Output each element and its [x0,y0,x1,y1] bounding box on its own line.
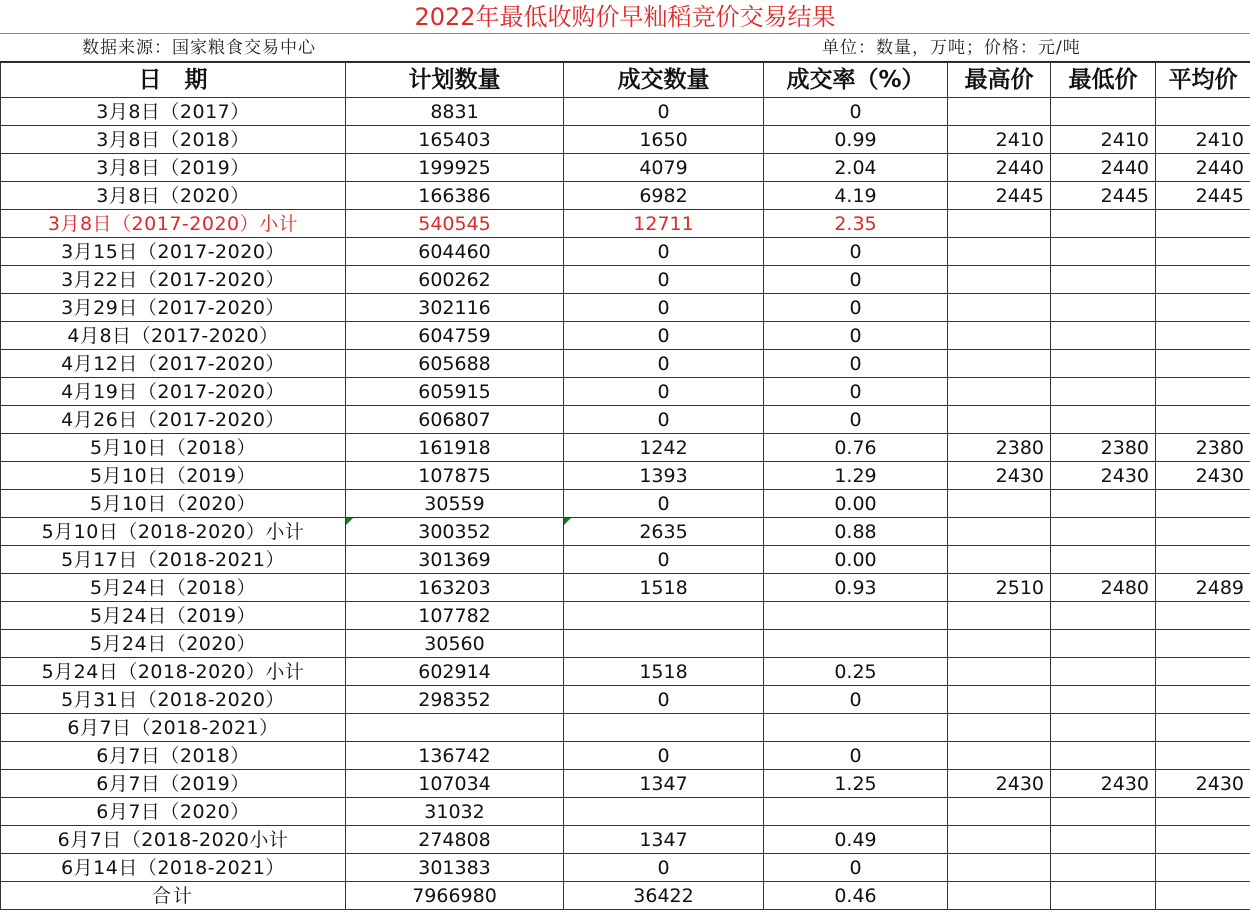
cell-date[interactable]: 3月8日（2019） [1,154,346,182]
cell-avg[interactable] [1156,210,1250,238]
cell-planned[interactable]: 605688 [346,350,564,378]
table-row [1,826,1250,854]
cell-planned[interactable]: 301383 [346,854,564,882]
cell-rate[interactable]: 0 [764,238,948,266]
cell-rate[interactable]: 0 [764,98,948,126]
cell-rate[interactable]: 0 [764,266,948,294]
table-body [1,98,1250,910]
cell-high[interactable]: 2410 [948,126,1051,154]
cell-high[interactable]: 2445 [948,182,1051,210]
cell-planned[interactable]: 165403 [346,126,564,154]
table-row [1,658,1250,686]
cell-planned[interactable]: 302116 [346,294,564,322]
cell-avg[interactable]: 2440 [1156,154,1250,182]
cell-low[interactable] [1051,742,1156,770]
cell-avg[interactable]: 2430 [1156,770,1250,798]
cell-avg[interactable]: 2445 [1156,182,1250,210]
header-high[interactable]: 最高价 [948,63,1051,98]
cell-planned[interactable]: 107034 [346,770,564,798]
cell-deal[interactable]: 4079 [564,154,764,182]
cell-deal[interactable]: 36422 [564,882,764,910]
table-row [1,238,1250,266]
cell-avg[interactable] [1156,98,1250,126]
cell-avg[interactable] [1156,294,1250,322]
cell-date[interactable]: 6月7日（2018-2021） [1,714,346,742]
cell-avg[interactable] [1156,826,1250,854]
cell-date[interactable]: 6月14日（2018-2021） [1,854,346,882]
cell-low[interactable]: 2430 [1051,462,1156,490]
table-row [1,574,1250,602]
cell-rate[interactable]: 0 [764,322,948,350]
cell-high[interactable] [948,882,1051,910]
table-row [1,798,1250,826]
header-deal[interactable]: 成交数量 [564,63,764,98]
cell-high[interactable]: 2430 [948,462,1051,490]
table-row [1,350,1250,378]
cell-deal[interactable]: 1347 [564,826,764,854]
cell-planned[interactable]: 604759 [346,322,564,350]
cell-low[interactable] [1051,546,1156,574]
cell-rate[interactable]: 0 [764,854,948,882]
cell-high[interactable] [948,294,1051,322]
cell-high[interactable]: 2430 [948,770,1051,798]
cell-date[interactable]: 3月8日（2018） [1,126,346,154]
cell-low[interactable] [1051,266,1156,294]
cell-high[interactable] [948,602,1051,630]
cell-rate[interactable]: 0.49 [764,826,948,854]
cell-rate[interactable]: 0 [764,686,948,714]
cell-date[interactable]: 5月17日（2018-2021） [1,546,346,574]
cell-date[interactable]: 3月8日（2017-2020）小计 [1,210,346,238]
cell-avg[interactable] [1156,322,1250,350]
cell-low[interactable] [1051,854,1156,882]
cell-date[interactable]: 4月26日（2017-2020） [1,406,346,434]
table-row [1,434,1250,462]
cell-avg[interactable] [1156,630,1250,658]
cell-deal[interactable]: 0 [564,686,764,714]
cell-low[interactable]: 2445 [1051,182,1156,210]
cell-rate[interactable]: 0.00 [764,546,948,574]
header-row [1,63,1250,98]
table-row [1,266,1250,294]
cell-date[interactable]: 5月10日（2019） [1,462,346,490]
cell-high[interactable] [948,490,1051,518]
cell-rate[interactable]: 0.99 [764,126,948,154]
cell-planned[interactable]: 602914 [346,658,564,686]
cell-low[interactable] [1051,882,1156,910]
table-row [1,546,1250,574]
cell-rate[interactable] [764,798,948,826]
cell-low[interactable] [1051,686,1156,714]
cell-deal[interactable] [564,714,764,742]
cell-avg[interactable] [1156,658,1250,686]
cell-low[interactable] [1051,210,1156,238]
cell-rate[interactable]: 0.46 [764,882,948,910]
cell-planned[interactable]: 605915 [346,378,564,406]
cell-avg[interactable] [1156,742,1250,770]
cell-low[interactable] [1051,714,1156,742]
cell-deal[interactable]: 0 [564,238,764,266]
cell-planned[interactable]: 274808 [346,826,564,854]
cell-avg[interactable] [1156,238,1250,266]
cell-deal[interactable]: 1347 [564,770,764,798]
table-row [1,154,1250,182]
cell-avg[interactable] [1156,518,1250,546]
cell-rate[interactable]: 2.04 [764,154,948,182]
table-row [1,742,1250,770]
cell-avg[interactable]: 2410 [1156,126,1250,154]
cell-low[interactable] [1051,658,1156,686]
cell-high[interactable] [948,350,1051,378]
cell-deal[interactable]: 6982 [564,182,764,210]
cell-planned[interactable]: 540545 [346,210,564,238]
table-row [1,126,1250,154]
cell-avg[interactable] [1156,266,1250,294]
cell-low[interactable] [1051,798,1156,826]
cell-deal[interactable]: 1518 [564,658,764,686]
cell-date[interactable]: 4月8日（2017-2020） [1,322,346,350]
cell-low[interactable] [1051,518,1156,546]
cell-date[interactable]: 6月7日（2018-2020小计 [1,826,346,854]
cell-low[interactable] [1051,630,1156,658]
table-row [1,882,1250,910]
cell-planned[interactable]: 107875 [346,462,564,490]
cell-high[interactable] [948,518,1051,546]
cell-rate[interactable]: 0 [764,350,948,378]
cell-low[interactable]: 2410 [1051,126,1156,154]
cell-high[interactable] [948,266,1051,294]
cell-date[interactable]: 6月7日（2020） [1,798,346,826]
cell-low[interactable] [1051,322,1156,350]
cell-planned[interactable]: 8831 [346,98,564,126]
cell-date[interactable]: 6月7日（2019） [1,770,346,798]
cell-planned[interactable]: 600262 [346,266,564,294]
cell-deal[interactable]: 1393 [564,462,764,490]
table-row [1,630,1250,658]
cell-low[interactable] [1051,350,1156,378]
cell-date[interactable]: 3月8日（2017） [1,98,346,126]
cell-high[interactable] [948,238,1051,266]
cell-deal[interactable]: 0 [564,322,764,350]
cell-deal[interactable]: 0 [564,378,764,406]
cell-rate[interactable]: 0.25 [764,658,948,686]
cell-rate[interactable]: 4.19 [764,182,948,210]
cell-date[interactable]: 6月7日（2018） [1,742,346,770]
cell-deal[interactable]: 0 [564,266,764,294]
cell-deal[interactable]: 1242 [564,434,764,462]
cell-low[interactable] [1051,490,1156,518]
header-date[interactable]: 日 期 [1,63,346,98]
cell-high[interactable]: 2510 [948,574,1051,602]
cell-planned[interactable]: 301369 [346,546,564,574]
cell-rate[interactable]: 1.29 [764,462,948,490]
cell-high[interactable] [948,406,1051,434]
cell-planned[interactable]: 606807 [346,406,564,434]
cell-date[interactable]: 3月15日（2017-2020） [1,238,346,266]
cell-avg[interactable]: 2430 [1156,462,1250,490]
cell-deal[interactable]: 0 [564,406,764,434]
cell-avg[interactable] [1156,350,1250,378]
table-row [1,182,1250,210]
table-row [1,294,1250,322]
cell-deal[interactable]: 0 [564,294,764,322]
cell-low[interactable] [1051,294,1156,322]
header-low[interactable]: 最低价 [1051,63,1156,98]
table-row [1,490,1250,518]
cell-rate[interactable] [764,602,948,630]
cell-high[interactable] [948,826,1051,854]
cell-date[interactable]: 5月10日（2020） [1,490,346,518]
cell-planned[interactable] [346,714,564,742]
cell-avg[interactable] [1156,378,1250,406]
cell-rate[interactable] [764,630,948,658]
cell-date[interactable]: 5月10日（2018） [1,434,346,462]
cell-high[interactable] [948,210,1051,238]
cell-high[interactable]: 2380 [948,434,1051,462]
cell-rate[interactable]: 0 [764,378,948,406]
cell-high[interactable] [948,658,1051,686]
cell-planned[interactable]: 199925 [346,154,564,182]
unit-note: 单位：数量，万吨；价格：元/吨 [822,38,1081,58]
cell-low[interactable] [1051,406,1156,434]
data-source: 数据来源：国家粮食交易中心 [82,38,316,58]
table-row [1,210,1250,238]
cell-deal[interactable]: 0 [564,350,764,378]
cell-date[interactable]: 3月8日（2020） [1,182,346,210]
cell-deal[interactable]: 0 [564,490,764,518]
cell-high[interactable] [948,98,1051,126]
meta-row [0,34,1250,62]
cell-rate[interactable]: 0 [764,742,948,770]
cell-deal[interactable]: 0 [564,854,764,882]
cell-high[interactable] [948,686,1051,714]
header-avg[interactable]: 平均价 [1156,63,1250,98]
header-rate[interactable]: 成交率（%） [764,63,948,98]
table-row [1,854,1250,882]
cell-deal[interactable] [564,798,764,826]
cell-high[interactable] [948,630,1051,658]
cell-avg[interactable] [1156,798,1250,826]
cell-low[interactable]: 2440 [1051,154,1156,182]
cell-high[interactable] [948,798,1051,826]
cell-planned[interactable]: 7966980 [346,882,564,910]
cell-date[interactable]: 5月10日（2018-2020）小计 [1,518,346,546]
table-row [1,686,1250,714]
cell-avg[interactable] [1156,714,1250,742]
table-row [1,378,1250,406]
results-table [0,62,1250,910]
table-row [1,98,1250,126]
table-row [1,602,1250,630]
cell-rate[interactable]: 2.35 [764,210,948,238]
cell-deal[interactable]: 1650 [564,126,764,154]
cell-planned[interactable]: 604460 [346,238,564,266]
cell-date[interactable]: 合计 [1,882,346,910]
cell-low[interactable] [1051,378,1156,406]
cell-date[interactable]: 4月19日（2017-2020） [1,378,346,406]
table-row [1,518,1250,546]
cell-high[interactable] [948,322,1051,350]
cell-rate[interactable]: 0.76 [764,434,948,462]
cell-deal[interactable] [564,630,764,658]
cell-avg[interactable] [1156,406,1250,434]
cell-high[interactable] [948,854,1051,882]
cell-low[interactable] [1051,98,1156,126]
cell-low[interactable] [1051,826,1156,854]
cell-low[interactable] [1051,602,1156,630]
cell-rate[interactable]: 1.25 [764,770,948,798]
cell-planned[interactable]: 161918 [346,434,564,462]
cell-deal[interactable]: 0 [564,546,764,574]
cell-avg[interactable] [1156,686,1250,714]
cell-rate[interactable] [764,714,948,742]
cell-date[interactable]: 3月29日（2017-2020） [1,294,346,322]
cell-avg[interactable] [1156,854,1250,882]
cell-avg[interactable] [1156,546,1250,574]
cell-date[interactable]: 3月22日（2017-2020） [1,266,346,294]
cell-high[interactable] [948,742,1051,770]
cell-planned[interactable]: 31032 [346,798,564,826]
cell-avg[interactable]: 2380 [1156,434,1250,462]
cell-deal[interactable]: 0 [564,742,764,770]
cell-planned[interactable]: 107782 [346,602,564,630]
cell-planned[interactable]: 300352 [346,518,564,546]
cell-deal[interactable]: 1518 [564,574,764,602]
cell-planned[interactable]: 136742 [346,742,564,770]
cell-avg[interactable] [1156,490,1250,518]
cell-avg[interactable] [1156,882,1250,910]
cell-planned[interactable]: 30559 [346,490,564,518]
cell-low[interactable]: 2480 [1051,574,1156,602]
cell-deal[interactable]: 12711 [564,210,764,238]
cell-high[interactable]: 2440 [948,154,1051,182]
header-planned[interactable]: 计划数量 [346,63,564,98]
cell-planned[interactable]: 298352 [346,686,564,714]
cell-rate[interactable]: 0 [764,294,948,322]
cell-date[interactable]: 5月24日（2020） [1,630,346,658]
cell-avg[interactable]: 2489 [1156,574,1250,602]
cell-planned[interactable]: 163203 [346,574,564,602]
cell-low[interactable]: 2380 [1051,434,1156,462]
cell-date[interactable]: 5月24日（2018） [1,574,346,602]
cell-deal[interactable]: 0 [564,98,764,126]
cell-low[interactable] [1051,238,1156,266]
cell-deal[interactable]: 2635 [564,518,764,546]
table-row [1,770,1250,798]
table-row [1,322,1250,350]
cell-date[interactable]: 5月31日（2018-2020） [1,686,346,714]
cell-rate[interactable]: 0.00 [764,490,948,518]
cell-low[interactable]: 2430 [1051,770,1156,798]
cell-rate[interactable]: 0 [764,406,948,434]
cell-planned[interactable]: 30560 [346,630,564,658]
cell-avg[interactable] [1156,602,1250,630]
sheet-title: 2022年最低收购价早籼稻竞价交易结果 [0,0,1250,34]
cell-date[interactable]: 5月24日（2018-2020）小计 [1,658,346,686]
cell-date[interactable]: 4月12日（2017-2020） [1,350,346,378]
table-row [1,714,1250,742]
cell-rate[interactable]: 0.88 [764,518,948,546]
cell-high[interactable] [948,546,1051,574]
cell-deal[interactable] [564,602,764,630]
cell-high[interactable] [948,714,1051,742]
cell-rate[interactable]: 0.93 [764,574,948,602]
cell-high[interactable] [948,378,1051,406]
table-row [1,462,1250,490]
table-row [1,406,1250,434]
cell-date[interactable]: 5月24日（2019） [1,602,346,630]
cell-planned[interactable]: 166386 [346,182,564,210]
